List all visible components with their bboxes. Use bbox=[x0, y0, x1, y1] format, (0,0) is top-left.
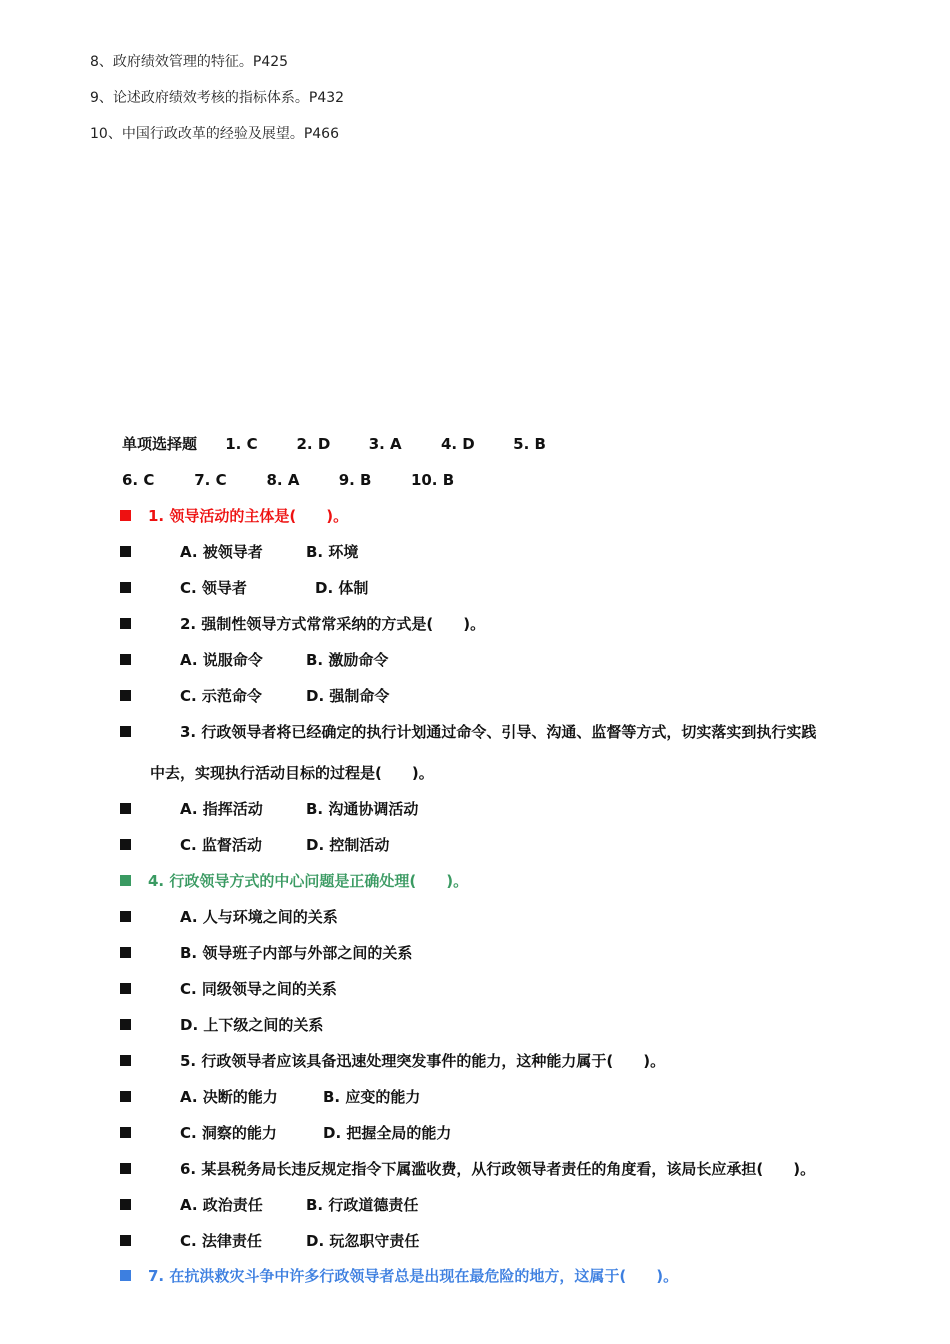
square-bullet-icon bbox=[120, 618, 131, 629]
question-5-options-cd bbox=[120, 1122, 920, 1144]
question-3-options-ab bbox=[120, 798, 920, 820]
answer-7: 7. C bbox=[194, 471, 227, 489]
square-bullet-icon bbox=[120, 803, 131, 814]
question-4-text: 4. 行政领导方式的中心问题是正确处理( )。 bbox=[148, 872, 469, 890]
square-bullet-icon bbox=[120, 1270, 131, 1281]
option-d: D. 把握全局的能力 bbox=[323, 1124, 452, 1142]
question-3 bbox=[120, 721, 920, 743]
square-bullet-icon bbox=[120, 911, 131, 922]
option-d: D. 体制 bbox=[315, 579, 369, 597]
question-4-option-b bbox=[120, 942, 920, 964]
square-bullet-icon bbox=[120, 1019, 131, 1030]
question-5-text: 5. 行政领导者应该具备迅速处理突发事件的能力，这种能力属于( )。 bbox=[180, 1052, 666, 1070]
square-bullet-icon bbox=[120, 1163, 131, 1174]
question-1-text: 1. 领导活动的主体是( )。 bbox=[148, 507, 349, 525]
option-b: B. 环境 bbox=[306, 543, 359, 561]
question-3-text: 3. 行政领导者将已经确定的执行计划通过命令、引导、沟通、监督等方式，切实落实到执行实践 bbox=[180, 723, 817, 741]
list-item-8: 8、政府绩效管理的特征。P425 bbox=[90, 54, 289, 70]
option-a: A. 说服命令 bbox=[180, 651, 263, 669]
option-a: A. 决断的能力 bbox=[180, 1088, 278, 1106]
option-a: A. 政治责任 bbox=[180, 1196, 263, 1214]
answer-key-title: 单项选择题 bbox=[122, 435, 198, 453]
option-c: C. 示范命令 bbox=[180, 687, 262, 705]
answer-1: 1. C bbox=[225, 435, 258, 453]
option-b: B. 领导班子内部与外部之间的关系 bbox=[180, 944, 413, 962]
answer-6: 6. C bbox=[122, 471, 155, 489]
answer-4: 4. D bbox=[440, 435, 475, 453]
question-6-options-cd bbox=[120, 1230, 920, 1252]
square-bullet-icon bbox=[120, 1055, 131, 1066]
question-2-options-cd bbox=[120, 685, 920, 707]
question-1-options-ab bbox=[120, 541, 920, 563]
square-bullet-icon bbox=[120, 983, 131, 994]
question-5 bbox=[120, 1050, 920, 1072]
answer-10: 10. B bbox=[410, 471, 455, 489]
square-bullet-icon bbox=[120, 875, 131, 886]
option-a: A. 指挥活动 bbox=[180, 800, 263, 818]
answer-2: 2. D bbox=[296, 435, 331, 453]
option-d: D. 上下级之间的关系 bbox=[180, 1016, 324, 1034]
question-1 bbox=[120, 505, 920, 527]
option-c: C. 法律责任 bbox=[180, 1232, 262, 1250]
option-a: A. 人与环境之间的关系 bbox=[180, 908, 338, 926]
answer-key-row-2 bbox=[122, 470, 454, 490]
option-b: B. 沟通协调活动 bbox=[306, 800, 419, 818]
option-b: B. 行政道德责任 bbox=[306, 1196, 419, 1214]
option-d: D. 强制命令 bbox=[306, 687, 390, 705]
square-bullet-icon bbox=[120, 582, 131, 593]
question-6-options-ab bbox=[120, 1194, 920, 1216]
question-7 bbox=[120, 1265, 920, 1287]
square-bullet-icon bbox=[120, 1235, 131, 1246]
option-b: B. 应变的能力 bbox=[323, 1088, 421, 1106]
list-item-9: 9、论述政府绩效考核的指标体系。P432 bbox=[90, 90, 345, 106]
answer-8: 8. A bbox=[266, 471, 300, 489]
option-c: C. 同级领导之间的关系 bbox=[180, 980, 337, 998]
answer-5: 5. B bbox=[513, 435, 546, 453]
square-bullet-icon bbox=[120, 654, 131, 665]
square-bullet-icon bbox=[120, 510, 131, 521]
question-6 bbox=[120, 1158, 920, 1180]
question-4-option-d bbox=[120, 1014, 920, 1036]
option-d: D. 玩忽职守责任 bbox=[306, 1232, 420, 1250]
square-bullet-icon bbox=[120, 546, 131, 557]
question-4-option-c bbox=[120, 978, 920, 1000]
answer-9: 9. B bbox=[338, 471, 372, 489]
square-bullet-icon bbox=[120, 726, 131, 737]
question-1-options-cd bbox=[120, 577, 920, 599]
square-bullet-icon bbox=[120, 690, 131, 701]
option-c: C. 洞察的能力 bbox=[180, 1124, 277, 1142]
question-3-continuation: 中去，实现执行活动目标的过程是( )。 bbox=[150, 764, 434, 782]
question-7-text: 7. 在抗洪救灾斗争中许多行政领导者总是出现在最危险的地方，这属于( )。 bbox=[148, 1267, 679, 1285]
option-c: C. 监督活动 bbox=[180, 836, 262, 854]
square-bullet-icon bbox=[120, 839, 131, 850]
question-5-options-ab bbox=[120, 1086, 920, 1108]
option-a: A. 被领导者 bbox=[180, 543, 263, 561]
question-2-text: 2. 强制性领导方式常常采纳的方式是( )。 bbox=[180, 615, 486, 633]
question-6-text: 6. 某县税务局长违反规定指令下属滥收费，从行政领导者责任的角度看，该局长应承担( )。 bbox=[180, 1160, 816, 1178]
question-4-option-a bbox=[120, 906, 920, 928]
option-d: D. 控制活动 bbox=[306, 836, 390, 854]
square-bullet-icon bbox=[120, 1127, 131, 1138]
question-4 bbox=[120, 870, 920, 892]
square-bullet-icon bbox=[120, 1199, 131, 1210]
question-3-options-cd bbox=[120, 834, 920, 856]
question-2-options-ab bbox=[120, 649, 920, 671]
answer-key-row-1 bbox=[122, 434, 546, 454]
option-c: C. 领导者 bbox=[180, 579, 247, 597]
question-2 bbox=[120, 613, 920, 635]
option-b: B. 激励命令 bbox=[306, 651, 389, 669]
list-item-10: 10、中国行政改革的经验及展望。P466 bbox=[90, 126, 339, 142]
square-bullet-icon bbox=[120, 1091, 131, 1102]
square-bullet-icon bbox=[120, 947, 131, 958]
answer-3: 3. A bbox=[368, 435, 402, 453]
